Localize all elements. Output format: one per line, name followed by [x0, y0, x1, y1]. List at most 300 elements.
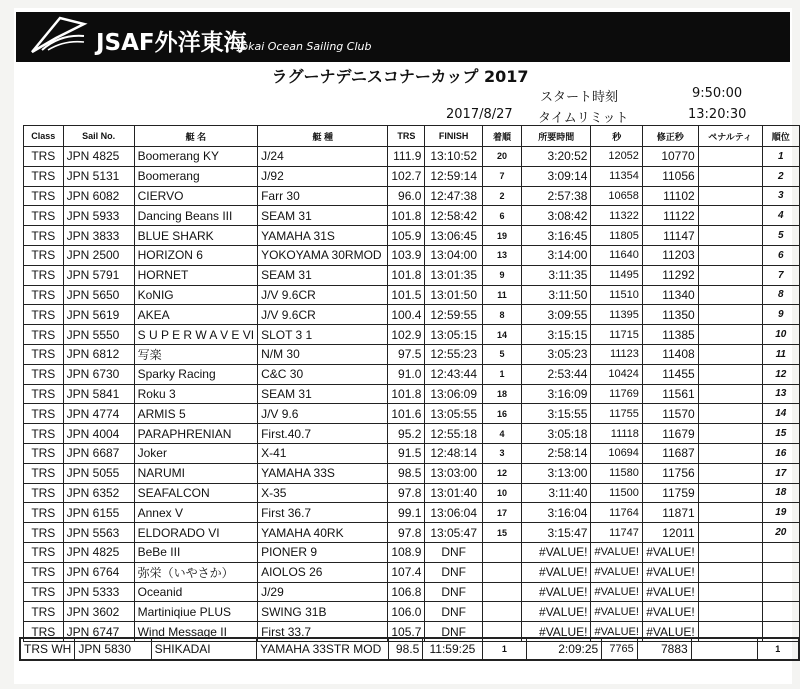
cell-class: TRS — [24, 602, 64, 622]
cell-corrected: 11408 — [642, 344, 698, 364]
cell-finish: DNF — [425, 582, 483, 602]
cell-trs: 97.8 — [388, 523, 425, 543]
cell-trs: 95.2 — [388, 424, 425, 444]
cell-finish-order: 6 — [482, 206, 521, 226]
cell-penalty — [698, 206, 762, 226]
cell-corrected: 11350 — [642, 305, 698, 325]
cell-finish-order: 8 — [482, 305, 521, 325]
cell-penalty — [698, 523, 762, 543]
cell-sail-no: JPN 3833 — [63, 226, 134, 246]
cell-corrected: 11102 — [642, 186, 698, 206]
cell-corrected: #VALUE! — [642, 542, 698, 562]
cell-finish-order — [482, 542, 521, 562]
cell-finish: 12:55:18 — [425, 424, 483, 444]
col-penalty: ペナルティ — [698, 126, 762, 147]
cell-elapsed: 3:05:23 — [522, 344, 591, 364]
cell-boat-type: SEAM 31 — [258, 265, 388, 285]
cell-rank: 11 — [762, 344, 799, 364]
cell-corrected: 11147 — [642, 226, 698, 246]
table-row — [24, 384, 800, 404]
table-row — [24, 463, 800, 483]
cell-boat-name: Boomerang KY — [134, 147, 257, 167]
cell-finish-order: 16 — [482, 404, 521, 424]
table-row — [24, 285, 800, 305]
cell-corrected: #VALUE! — [642, 622, 698, 642]
cell-elapsed: 2:53:44 — [522, 364, 591, 384]
cell-boat-type: SEAM 31 — [258, 384, 388, 404]
cell-boat-type: First 33.7 — [258, 622, 388, 642]
cell-corrected: 11561 — [642, 384, 698, 404]
cell-seconds: 11805 — [591, 226, 642, 246]
cell-penalty — [698, 186, 762, 206]
cell-penalty — [698, 443, 762, 463]
cell-rank — [762, 602, 799, 622]
cell-class: TRS — [24, 364, 64, 384]
cell-boat-type: J/29 — [258, 582, 388, 602]
cell-corrected: 11122 — [642, 206, 698, 226]
cell-rank: 20 — [762, 523, 799, 543]
cell-corrected: #VALUE! — [642, 602, 698, 622]
cell-rank — [762, 562, 799, 582]
cell-penalty — [698, 582, 762, 602]
cell-elapsed: 3:11:40 — [522, 483, 591, 503]
cell-penalty — [698, 404, 762, 424]
cell-penalty — [698, 562, 762, 582]
cell-rank: 1 — [762, 147, 799, 167]
cell-penalty — [698, 483, 762, 503]
table-row — [24, 562, 800, 582]
cell-sail-no: JPN 6764 — [63, 562, 134, 582]
cell-corrected: 7883 — [637, 638, 691, 660]
cell-class: TRS — [24, 245, 64, 265]
cell-penalty — [698, 285, 762, 305]
cell-elapsed: 2:57:38 — [522, 186, 591, 206]
table-row — [24, 344, 800, 364]
cell-seconds: #VALUE! — [591, 582, 642, 602]
cell-seconds: 11510 — [591, 285, 642, 305]
cell-boat-name: 写楽 — [134, 344, 257, 364]
club-name: JSAF外洋東海 — [96, 30, 247, 56]
cell-boat-name: AKEA — [134, 305, 257, 325]
cell-rank: 15 — [762, 424, 799, 444]
table-row — [24, 364, 800, 384]
cell-rank: 16 — [762, 443, 799, 463]
cell-boat-name: Sparky Racing — [134, 364, 257, 384]
cell-finish: 11:59:25 — [423, 638, 482, 660]
cell-penalty — [698, 542, 762, 562]
cell-class: TRS — [24, 305, 64, 325]
cell-penalty — [698, 166, 762, 186]
cell-rank: 18 — [762, 483, 799, 503]
cell-boat-name: PARAPHRENIAN — [134, 424, 257, 444]
cell-penalty — [698, 245, 762, 265]
cell-class: TRS — [24, 424, 64, 444]
cell-finish: 13:05:47 — [425, 523, 483, 543]
cell-boat-name: Martiniqiue PLUS — [134, 602, 257, 622]
cell-elapsed: 3:15:55 — [522, 404, 591, 424]
cell-boat-name: Wind Message II — [134, 622, 257, 642]
cell-elapsed: #VALUE! — [522, 602, 591, 622]
cell-sail-no: JPN 6730 — [63, 364, 134, 384]
cell-sail-no: JPN 5841 — [63, 384, 134, 404]
cell-class: TRS — [24, 186, 64, 206]
col-corrected: 修正秒 — [642, 126, 698, 147]
page-title: ラグーナデニスコナーカップ 2017 — [271, 67, 529, 86]
cell-trs: 99.1 — [388, 503, 425, 523]
cell-rank: 5 — [762, 226, 799, 246]
cell-finish: 13:04:00 — [425, 245, 483, 265]
cell-trs: 101.8 — [388, 384, 425, 404]
cell-class: TRS — [24, 542, 64, 562]
cell-boat-name: Annex V — [134, 503, 257, 523]
table-row — [24, 424, 800, 444]
start-time-value: 9:50:00 — [692, 86, 743, 101]
cell-corrected: 11455 — [642, 364, 698, 384]
cell-seconds: 11123 — [591, 344, 642, 364]
table-header-row — [24, 126, 800, 147]
cell-class: TRS — [24, 582, 64, 602]
cell-rank: 8 — [762, 285, 799, 305]
cell-trs: 98.5 — [388, 463, 425, 483]
cell-seconds: 11715 — [591, 325, 642, 345]
cell-elapsed: #VALUE! — [522, 622, 591, 642]
cell-corrected: 10770 — [642, 147, 698, 167]
cell-seconds: 11580 — [591, 463, 642, 483]
cell-elapsed: #VALUE! — [522, 542, 591, 562]
cell-boat-name: SEAFALCON — [134, 483, 257, 503]
cell-seconds: #VALUE! — [591, 562, 642, 582]
cell-boat-type: AIOLOS 26 — [258, 562, 388, 582]
table-row — [24, 206, 800, 226]
cell-corrected: 12011 — [642, 523, 698, 543]
col-trs: TRS — [388, 126, 425, 147]
cell-rank: 13 — [762, 384, 799, 404]
cell-boat-name: ELDORADO VI — [134, 523, 257, 543]
cell-boat-name: S U P E R W A V E VI — [134, 325, 257, 345]
cell-corrected: 11203 — [642, 245, 698, 265]
table-row — [24, 483, 800, 503]
cell-sail-no: JPN 5550 — [63, 325, 134, 345]
cell-boat-type: J/V 9.6CR — [258, 285, 388, 305]
cell-penalty — [698, 147, 762, 167]
results-table — [23, 125, 800, 642]
cell-corrected: 11759 — [642, 483, 698, 503]
cell-boat-name: Joker — [134, 443, 257, 463]
table-row — [24, 186, 800, 206]
cell-finish: 13:06:09 — [425, 384, 483, 404]
cell-trs: 107.4 — [388, 562, 425, 582]
cell-seconds: 7765 — [602, 638, 638, 660]
cell-penalty — [698, 265, 762, 285]
cell-class: TRS — [24, 325, 64, 345]
time-limit-value: 13:20:30 — [688, 107, 747, 122]
cell-sail-no: JPN 5791 — [63, 265, 134, 285]
cell-finish-order — [482, 582, 521, 602]
cell-trs: 91.0 — [388, 364, 425, 384]
cell-seconds: 11395 — [591, 305, 642, 325]
cell-seconds: 11495 — [591, 265, 642, 285]
cell-elapsed: 2:09:25 — [527, 638, 602, 660]
cell-rank: 1 — [757, 638, 799, 660]
cell-finish: 13:05:15 — [425, 325, 483, 345]
cell-rank: 14 — [762, 404, 799, 424]
col-boat-name: 艇 名 — [134, 126, 257, 147]
cell-boat-type: Farr 30 — [258, 186, 388, 206]
cell-trs: 100.4 — [388, 305, 425, 325]
cell-seconds: 11118 — [591, 424, 642, 444]
table-row — [24, 404, 800, 424]
cell-finish-order: 19 — [482, 226, 521, 246]
cell-class: TRS — [24, 384, 64, 404]
cell-sail-no: JPN 5933 — [63, 206, 134, 226]
cell-penalty — [698, 602, 762, 622]
cell-penalty — [698, 325, 762, 345]
table-row — [20, 638, 799, 660]
cell-penalty — [698, 503, 762, 523]
cell-finish: 12:59:55 — [425, 305, 483, 325]
cell-class: TRS — [24, 503, 64, 523]
cell-boat-name: Roku 3 — [134, 384, 257, 404]
cell-sail-no: JPN 5333 — [63, 582, 134, 602]
cell-sail-no: JPN 5830 — [75, 638, 151, 660]
cell-finish: 13:01:35 — [425, 265, 483, 285]
cell-sail-no: JPN 3602 — [63, 602, 134, 622]
cell-boat-name: BLUE SHARK — [134, 226, 257, 246]
cell-trs: 111.9 — [388, 147, 425, 167]
cell-elapsed: 3:15:15 — [522, 325, 591, 345]
cell-finish: DNF — [425, 562, 483, 582]
cell-finish-order: 20 — [482, 147, 521, 167]
cell-boat-name: BeBe III — [134, 542, 257, 562]
cell-finish-order: 18 — [482, 384, 521, 404]
cell-boat-type: YOKOYAMA 30RMOD — [258, 245, 388, 265]
cell-sail-no: JPN 5131 — [63, 166, 134, 186]
cell-class: TRS — [24, 562, 64, 582]
cell-elapsed: 3:09:14 — [522, 166, 591, 186]
cell-corrected: #VALUE! — [642, 582, 698, 602]
cell-class: TRS — [24, 404, 64, 424]
cell-finish: 12:48:14 — [425, 443, 483, 463]
cell-seconds: 10694 — [591, 443, 642, 463]
cell-boat-type: YAMAHA 33S — [258, 463, 388, 483]
cell-corrected: 11340 — [642, 285, 698, 305]
cell-corrected: 11687 — [642, 443, 698, 463]
table-row — [24, 166, 800, 186]
cell-trs: 91.5 — [388, 443, 425, 463]
cell-elapsed: 2:58:14 — [522, 443, 591, 463]
cell-penalty — [698, 305, 762, 325]
cell-sail-no: JPN 2500 — [63, 245, 134, 265]
cell-boat-type: X-35 — [258, 483, 388, 503]
cell-elapsed: 3:14:00 — [522, 245, 591, 265]
cell-class: TRS — [24, 483, 64, 503]
cell-finish-order: 3 — [482, 443, 521, 463]
cell-boat-type: YAMAHA 31S — [258, 226, 388, 246]
cell-corrected: 11570 — [642, 404, 698, 424]
cell-boat-name: 弥栄（いやさか） — [134, 562, 257, 582]
cell-seconds: 11755 — [591, 404, 642, 424]
table-row — [24, 226, 800, 246]
cell-seconds: 11500 — [591, 483, 642, 503]
cell-boat-type: First.40.7 — [258, 424, 388, 444]
cell-elapsed: #VALUE! — [522, 582, 591, 602]
cell-class: TRS WH — [20, 638, 75, 660]
cell-sail-no: JPN 6352 — [63, 483, 134, 503]
col-rank: 順位 — [762, 126, 799, 147]
cell-class: TRS — [24, 166, 64, 186]
cell-sail-no: JPN 5055 — [63, 463, 134, 483]
cell-seconds: 11354 — [591, 166, 642, 186]
cell-class: TRS — [24, 226, 64, 246]
cell-rank: 7 — [762, 265, 799, 285]
cell-seconds: 11747 — [591, 523, 642, 543]
table-row — [24, 325, 800, 345]
cell-corrected: #VALUE! — [642, 562, 698, 582]
cell-penalty — [691, 638, 757, 660]
extra-results-table — [19, 637, 800, 661]
cell-rank — [762, 582, 799, 602]
cell-finish: 13:06:04 — [425, 503, 483, 523]
cell-class: TRS — [24, 622, 64, 642]
cell-rank: 4 — [762, 206, 799, 226]
cell-sail-no: JPN 6747 — [63, 622, 134, 642]
cell-trs: 102.7 — [388, 166, 425, 186]
time-limit-label: タイムリミット — [538, 111, 629, 126]
cell-sail-no: JPN 4774 — [63, 404, 134, 424]
cell-trs: 103.9 — [388, 245, 425, 265]
cell-elapsed: 3:16:45 — [522, 226, 591, 246]
cell-rank: 2 — [762, 166, 799, 186]
cell-finish: 12:59:14 — [425, 166, 483, 186]
table-row — [24, 503, 800, 523]
start-time-label: スタート時刻 — [540, 90, 619, 105]
cell-class: TRS — [24, 206, 64, 226]
cell-finish: DNF — [425, 542, 483, 562]
col-sail-no: Sail No. — [63, 126, 134, 147]
cell-finish-order: 9 — [482, 265, 521, 285]
cell-class: TRS — [24, 265, 64, 285]
cell-boat-type: C&C 30 — [258, 364, 388, 384]
cell-finish-order: 1 — [482, 364, 521, 384]
table-row — [24, 542, 800, 562]
cell-finish-order: 12 — [482, 463, 521, 483]
cell-finish: DNF — [425, 622, 483, 642]
cell-boat-name: Dancing Beans III — [134, 206, 257, 226]
cell-seconds: 11640 — [591, 245, 642, 265]
cell-elapsed: 3:08:42 — [522, 206, 591, 226]
cell-class: TRS — [24, 147, 64, 167]
cell-sail-no: JPN 5563 — [63, 523, 134, 543]
cell-finish-order: 5 — [482, 344, 521, 364]
table-row — [24, 582, 800, 602]
cell-boat-name: CIERVO — [134, 186, 257, 206]
cell-boat-type: SWING 31B — [258, 602, 388, 622]
cell-trs: 101.5 — [388, 285, 425, 305]
cell-class: TRS — [24, 344, 64, 364]
cell-trs: 105.7 — [388, 622, 425, 642]
cell-boat-type: YAMAHA 33STR MOD — [257, 638, 389, 660]
cell-finish-order: 1 — [482, 638, 527, 660]
cell-finish-order: 15 — [482, 523, 521, 543]
cell-elapsed: 3:11:50 — [522, 285, 591, 305]
cell-trs: 101.8 — [388, 265, 425, 285]
col-seconds: 秒 — [591, 126, 642, 147]
cell-elapsed: 3:13:00 — [522, 463, 591, 483]
cell-trs: 105.9 — [388, 226, 425, 246]
col-elapsed: 所要時間 — [522, 126, 591, 147]
cell-corrected: 11871 — [642, 503, 698, 523]
cell-boat-type: First 36.7 — [258, 503, 388, 523]
cell-trs: 97.8 — [388, 483, 425, 503]
cell-penalty — [698, 424, 762, 444]
cell-class: TRS — [24, 443, 64, 463]
cell-sail-no: JPN 6812 — [63, 344, 134, 364]
cell-finish: 13:03:00 — [425, 463, 483, 483]
table-row — [24, 245, 800, 265]
cell-boat-type: SEAM 31 — [258, 206, 388, 226]
col-finish-order: 着順 — [482, 126, 521, 147]
cell-finish: DNF — [425, 602, 483, 622]
club-subtitle: Tokai Ocean Sailing Club — [236, 40, 372, 53]
cell-trs: 96.0 — [388, 186, 425, 206]
race-date: 2017/8/27 — [446, 107, 513, 122]
cell-finish-order: 17 — [482, 503, 521, 523]
cell-finish-order: 13 — [482, 245, 521, 265]
cell-corrected: 11385 — [642, 325, 698, 345]
cell-seconds: 11769 — [591, 384, 642, 404]
cell-finish: 12:43:44 — [425, 364, 483, 384]
cell-sail-no: JPN 4004 — [63, 424, 134, 444]
cell-rank: 12 — [762, 364, 799, 384]
cell-rank: 9 — [762, 305, 799, 325]
cell-elapsed: 3:16:04 — [522, 503, 591, 523]
cell-boat-name: Oceanid — [134, 582, 257, 602]
cell-finish: 13:05:55 — [425, 404, 483, 424]
cell-trs: 106.8 — [388, 582, 425, 602]
cell-penalty — [698, 463, 762, 483]
cell-class: TRS — [24, 463, 64, 483]
cell-seconds: 11322 — [591, 206, 642, 226]
cell-sail-no: JPN 4825 — [63, 147, 134, 167]
cell-corrected: 11292 — [642, 265, 698, 285]
cell-finish-order: 7 — [482, 166, 521, 186]
cell-boat-type: SLOT 3 1 — [258, 325, 388, 345]
table-row — [24, 305, 800, 325]
cell-rank: 10 — [762, 325, 799, 345]
cell-boat-type: X-41 — [258, 443, 388, 463]
cell-trs: 101.8 — [388, 206, 425, 226]
cell-sail-no: JPN 5650 — [63, 285, 134, 305]
cell-class: TRS — [24, 285, 64, 305]
cell-finish: 12:55:23 — [425, 344, 483, 364]
cell-rank: 6 — [762, 245, 799, 265]
cell-penalty — [698, 364, 762, 384]
cell-penalty — [698, 384, 762, 404]
cell-seconds: 11764 — [591, 503, 642, 523]
cell-seconds: 10658 — [591, 186, 642, 206]
cell-rank — [762, 542, 799, 562]
cell-seconds: 12052 — [591, 147, 642, 167]
cell-seconds: #VALUE! — [591, 622, 642, 642]
cell-finish: 12:47:38 — [425, 186, 483, 206]
cell-rank: 3 — [762, 186, 799, 206]
table-row — [24, 602, 800, 622]
cell-finish-order — [482, 562, 521, 582]
cell-boat-type: J/V 9.6 — [258, 404, 388, 424]
cell-corrected: 11679 — [642, 424, 698, 444]
cell-elapsed: 3:16:09 — [522, 384, 591, 404]
cell-rank: 17 — [762, 463, 799, 483]
